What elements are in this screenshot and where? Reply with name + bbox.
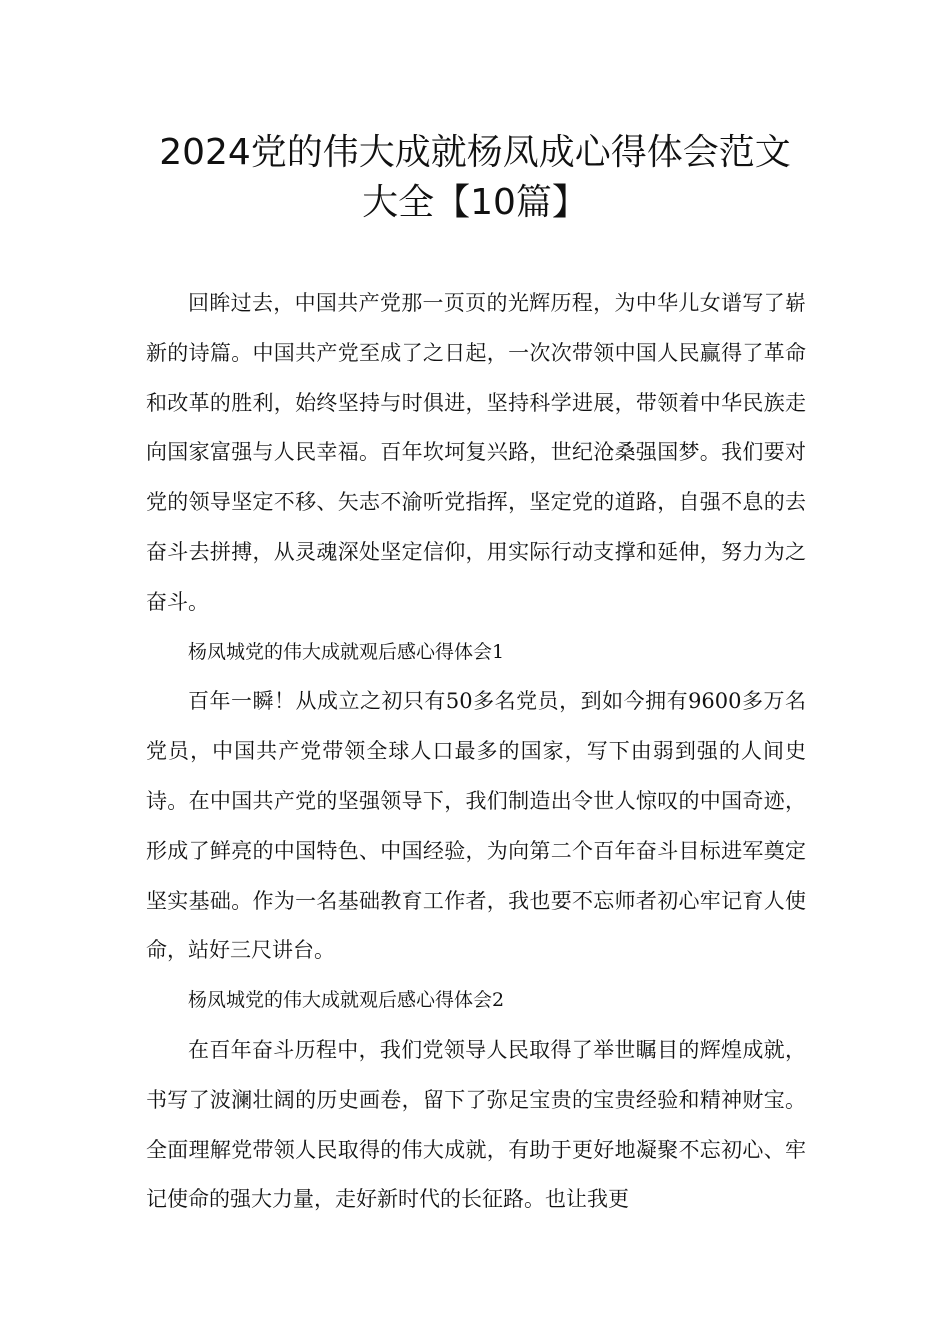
intro-paragraph: 回眸过去，中国共产党那一页页的光辉历程，为中华儿女谱写了崭新的诗篇。中国共产党至成了之日起，一次次带领中国人民赢得了革命和改革的胜利，始终坚持与时俱进，坚持科学进展，带领着中华民族走向国家富强与人民幸福。百年坎坷复兴路，世纪沧桑强国梦。我们要对党的领导坚定不移、矢志不渝听党指挥，坚定党的道路，自强不息的去奋斗去拼搏，从灵魂深处坚定信仰，用实际行动支撑和延伸，努力为之奋斗。 xyxy=(146,291,806,614)
title-line-1: 2024党的伟大成就杨凤成心得体会范文 xyxy=(159,132,791,173)
document-title xyxy=(100,128,850,228)
document-body xyxy=(146,279,806,1225)
section-heading-1: 杨凤城党的伟大成就观后感心得体会1 xyxy=(188,640,505,663)
title-line-2: 大全【10篇】 xyxy=(362,182,588,223)
section-heading-2: 杨凤城党的伟大成就观后感心得体会2 xyxy=(188,989,505,1012)
section-paragraph-1: 百年一瞬！从成立之初只有50多名党员，到如今拥有9600多万名党员，中国共产党带领全球人口最多的国家，写下由弱到强的人间史诗。在中国共产党的坚强领导下，我们制造出令世人惊叹的中国奇迹，形成了鲜亮的中国特色、中国经验，为向第二个百年奋斗目标进军奠定坚实基础。作为一名基础教育工作者，我也要不忘师者初心牢记育人使命，站好三尺讲台。 xyxy=(146,689,806,963)
section-paragraph-2: 在百年奋斗历程中，我们党领导人民取得了举世瞩目的辉煌成就，书写了波澜壮阔的历史画卷，留下了弥足宝贵的宝贵经验和精神财宝。全面理解党带领人民取得的伟大成就，有助于更好地凝聚不忘初心、牢记使命的强大力量，走好新时代的长征路。也让我更 xyxy=(146,1037,806,1212)
